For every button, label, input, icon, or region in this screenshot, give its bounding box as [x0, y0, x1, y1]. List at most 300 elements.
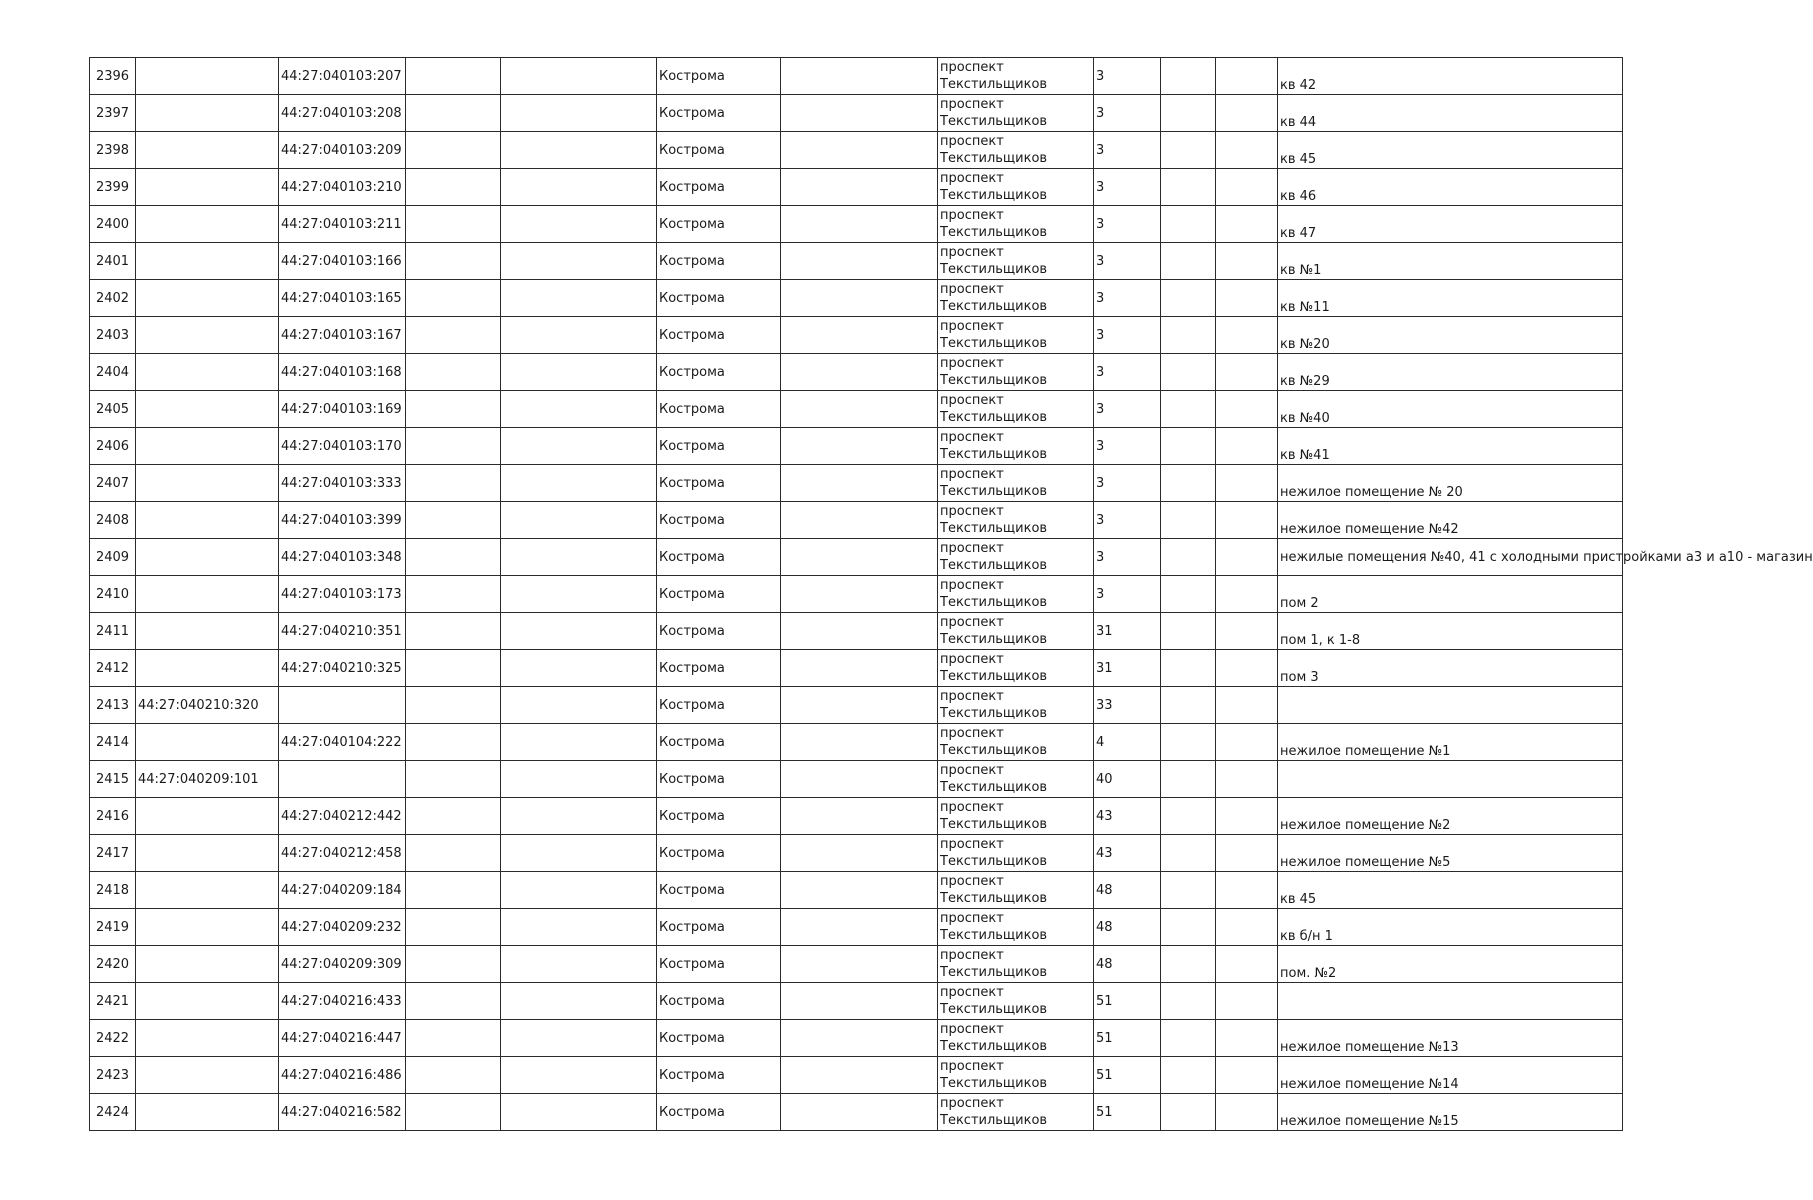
cadastral-number-cell	[136, 280, 279, 317]
row-number-cell: 2424	[90, 1094, 136, 1131]
cadastral-number-cell	[136, 1057, 279, 1094]
street-type: проспект	[940, 652, 1004, 667]
street-type: проспект	[940, 356, 1004, 371]
empty-cell	[406, 1020, 501, 1057]
premises-note-cell: нежилое помещение №1	[1278, 724, 1623, 761]
empty-cell	[1216, 983, 1278, 1020]
street-cell	[938, 835, 1094, 872]
street-type: проспект	[940, 578, 1004, 593]
street-type: проспект	[940, 171, 1004, 186]
empty-cell	[406, 946, 501, 983]
cadastral-number-room-cell: 44:27:040103:208	[279, 95, 406, 132]
cadastral-number-room-cell: 44:27:040210:325	[279, 650, 406, 687]
street-type: проспект	[940, 245, 1004, 260]
house-number-cell: 3	[1094, 169, 1161, 206]
house-number-cell: 3	[1094, 576, 1161, 613]
city-cell: Кострома	[657, 872, 781, 909]
city-cell: Кострома	[657, 687, 781, 724]
premises-note-cell: пом 3	[1278, 650, 1623, 687]
cadastral-number-room-cell: 44:27:040104:222	[279, 724, 406, 761]
empty-cell	[1161, 206, 1216, 243]
cadastral-number-cell	[136, 243, 279, 280]
premises-note-cell: кв №29	[1278, 354, 1623, 391]
street-cell	[938, 946, 1094, 983]
empty-cell	[501, 909, 657, 946]
cadastral-number-cell	[136, 95, 279, 132]
street-type: проспект	[940, 319, 1004, 334]
premises-note-cell: нежилое помещение №5	[1278, 835, 1623, 872]
empty-cell	[1216, 613, 1278, 650]
street-name: Текстильщиков	[940, 225, 1048, 240]
row-number-cell: 2417	[90, 835, 136, 872]
city-cell: Кострома	[657, 354, 781, 391]
street-name: Текстильщиков	[940, 1002, 1048, 1017]
empty-cell	[1161, 391, 1216, 428]
street-type: проспект	[940, 134, 1004, 149]
table-row	[90, 502, 1623, 539]
street-name: Текстильщиков	[940, 706, 1048, 721]
table-row	[90, 354, 1623, 391]
cadastral-number-room-cell: 44:27:040103:166	[279, 243, 406, 280]
empty-cell	[501, 465, 657, 502]
empty-cell	[501, 650, 657, 687]
empty-cell	[1216, 280, 1278, 317]
city-cell: Кострома	[657, 317, 781, 354]
empty-cell	[406, 354, 501, 391]
empty-cell	[501, 502, 657, 539]
row-number-cell: 2407	[90, 465, 136, 502]
table-row	[90, 687, 1623, 724]
empty-cell	[1216, 1057, 1278, 1094]
empty-cell	[1216, 243, 1278, 280]
street-cell	[938, 428, 1094, 465]
premises-note-cell: кв №11	[1278, 280, 1623, 317]
street-cell	[938, 502, 1094, 539]
cadastral-number-cell	[136, 169, 279, 206]
empty-cell	[781, 1094, 938, 1131]
street-type: проспект	[940, 467, 1004, 482]
empty-cell	[781, 1057, 938, 1094]
street-name: Текстильщиков	[940, 299, 1048, 314]
empty-cell	[406, 687, 501, 724]
city-cell: Кострома	[657, 983, 781, 1020]
empty-cell	[406, 58, 501, 95]
street-name: Текстильщиков	[940, 151, 1048, 166]
cadastral-number-cell	[136, 539, 279, 576]
cadastral-number-room-cell: 44:27:040210:351	[279, 613, 406, 650]
premises-note-cell: пом. №2	[1278, 946, 1623, 983]
house-number-cell: 40	[1094, 761, 1161, 798]
street-cell	[938, 206, 1094, 243]
street-name: Текстильщиков	[940, 114, 1048, 129]
empty-cell	[1161, 687, 1216, 724]
cadastral-number-room-cell: 44:27:040103:173	[279, 576, 406, 613]
cadastral-number-room-cell: 44:27:040103:170	[279, 428, 406, 465]
house-number-cell: 3	[1094, 95, 1161, 132]
empty-cell	[781, 428, 938, 465]
empty-cell	[406, 206, 501, 243]
empty-cell	[781, 872, 938, 909]
street-type: проспект	[940, 1059, 1004, 1074]
street-type: проспект	[940, 1022, 1004, 1037]
city-cell: Кострома	[657, 502, 781, 539]
street-name: Текстильщиков	[940, 891, 1048, 906]
empty-cell	[1216, 872, 1278, 909]
empty-cell	[1216, 502, 1278, 539]
row-number-cell: 2404	[90, 354, 136, 391]
city-cell: Кострома	[657, 909, 781, 946]
row-number-cell: 2414	[90, 724, 136, 761]
street-type: проспект	[940, 1096, 1004, 1111]
house-number-cell: 3	[1094, 391, 1161, 428]
city-cell: Кострома	[657, 465, 781, 502]
empty-cell	[406, 798, 501, 835]
table-row	[90, 317, 1623, 354]
table-row	[90, 724, 1623, 761]
street-cell	[938, 58, 1094, 95]
city-cell: Кострома	[657, 946, 781, 983]
street-cell	[938, 95, 1094, 132]
house-number-cell: 3	[1094, 243, 1161, 280]
table-row	[90, 132, 1623, 169]
cadastral-number-cell	[136, 502, 279, 539]
empty-cell	[781, 724, 938, 761]
house-number-cell: 31	[1094, 650, 1161, 687]
row-number-cell: 2396	[90, 58, 136, 95]
city-cell: Кострома	[657, 798, 781, 835]
premises-note-cell	[1278, 687, 1623, 724]
house-number-cell: 31	[1094, 613, 1161, 650]
table-row	[90, 280, 1623, 317]
street-name: Текстильщиков	[940, 336, 1048, 351]
premises-note-cell: кв №1	[1278, 243, 1623, 280]
cadastral-number-room-cell: 44:27:040209:184	[279, 872, 406, 909]
house-number-cell: 51	[1094, 1020, 1161, 1057]
empty-cell	[1161, 724, 1216, 761]
street-type: проспект	[940, 97, 1004, 112]
street-cell	[938, 169, 1094, 206]
premises-note-cell: нежилое помещение №14	[1278, 1057, 1623, 1094]
street-cell	[938, 317, 1094, 354]
street-cell	[938, 354, 1094, 391]
empty-cell	[501, 724, 657, 761]
city-cell: Кострома	[657, 280, 781, 317]
premises-note-cell: кв 42	[1278, 58, 1623, 95]
street-cell	[938, 1020, 1094, 1057]
street-type: проспект	[940, 763, 1004, 778]
cadastral-number-cell	[136, 872, 279, 909]
empty-cell	[781, 502, 938, 539]
cadastral-number-room-cell: 44:27:040103:165	[279, 280, 406, 317]
premises-note-cell: кв 47	[1278, 206, 1623, 243]
empty-cell	[1161, 95, 1216, 132]
house-number-cell: 3	[1094, 539, 1161, 576]
house-number-cell: 48	[1094, 946, 1161, 983]
street-name: Текстильщиков	[940, 1076, 1048, 1091]
empty-cell	[1216, 650, 1278, 687]
empty-cell	[781, 687, 938, 724]
street-name: Текстильщиков	[940, 262, 1048, 277]
empty-cell	[501, 206, 657, 243]
house-number-cell: 3	[1094, 354, 1161, 391]
street-cell	[938, 687, 1094, 724]
empty-cell	[501, 132, 657, 169]
street-cell	[938, 761, 1094, 798]
empty-cell	[781, 613, 938, 650]
table-row	[90, 798, 1623, 835]
empty-cell	[1161, 58, 1216, 95]
cadastral-number-room-cell: 44:27:040212:442	[279, 798, 406, 835]
city-cell: Кострома	[657, 243, 781, 280]
street-name: Текстильщиков	[940, 632, 1048, 647]
empty-cell	[1216, 428, 1278, 465]
registry-table-body	[90, 58, 1813, 1131]
street-type: проспект	[940, 911, 1004, 926]
empty-cell	[406, 761, 501, 798]
empty-cell	[501, 1020, 657, 1057]
empty-cell	[1216, 206, 1278, 243]
street-cell	[938, 724, 1094, 761]
empty-cell	[781, 95, 938, 132]
premises-note-cell: нежилые помещения №40, 41 с холодными пристройками а3 и а10 - магазин	[1278, 539, 1623, 576]
empty-cell	[1161, 576, 1216, 613]
empty-cell	[501, 428, 657, 465]
street-cell	[938, 613, 1094, 650]
empty-cell	[781, 391, 938, 428]
empty-cell	[1161, 650, 1216, 687]
empty-cell	[781, 280, 938, 317]
city-cell: Кострома	[657, 206, 781, 243]
house-number-cell: 3	[1094, 58, 1161, 95]
empty-cell	[781, 576, 938, 613]
house-number-cell: 48	[1094, 909, 1161, 946]
row-number-cell: 2405	[90, 391, 136, 428]
premises-note-cell: пом 1, к 1-8	[1278, 613, 1623, 650]
empty-cell	[1161, 983, 1216, 1020]
city-cell: Кострома	[657, 169, 781, 206]
street-cell	[938, 280, 1094, 317]
house-number-cell: 43	[1094, 835, 1161, 872]
house-number-cell: 43	[1094, 798, 1161, 835]
cadastral-number-room-cell: 44:27:040103:333	[279, 465, 406, 502]
cadastral-number-cell	[136, 576, 279, 613]
empty-cell	[406, 576, 501, 613]
empty-cell	[406, 132, 501, 169]
street-name: Текстильщиков	[940, 1113, 1048, 1128]
empty-cell	[406, 502, 501, 539]
city-cell: Кострома	[657, 132, 781, 169]
cadastral-number-room-cell: 44:27:040216:486	[279, 1057, 406, 1094]
empty-cell	[781, 206, 938, 243]
empty-cell	[1161, 428, 1216, 465]
street-name: Текстильщиков	[940, 780, 1048, 795]
city-cell: Кострома	[657, 1020, 781, 1057]
empty-cell	[1216, 391, 1278, 428]
empty-cell	[1161, 1020, 1216, 1057]
premises-note-cell: кв №41	[1278, 428, 1623, 465]
empty-cell	[1161, 798, 1216, 835]
city-cell: Кострома	[657, 428, 781, 465]
empty-cell	[781, 317, 938, 354]
empty-cell	[1161, 243, 1216, 280]
cadastral-number-room-cell: 44:27:040209:309	[279, 946, 406, 983]
street-type: проспект	[940, 208, 1004, 223]
table-row	[90, 58, 1623, 95]
empty-cell	[1216, 95, 1278, 132]
street-name: Текстильщиков	[940, 669, 1048, 684]
empty-cell	[501, 687, 657, 724]
cadastral-number-room-cell: 44:27:040103:169	[279, 391, 406, 428]
street-name: Текстильщиков	[940, 447, 1048, 462]
empty-cell	[501, 58, 657, 95]
empty-cell	[501, 983, 657, 1020]
empty-cell	[406, 650, 501, 687]
cadastral-number-room-cell: 44:27:040212:458	[279, 835, 406, 872]
premises-note-cell: нежилое помещение №13	[1278, 1020, 1623, 1057]
premises-note-cell: пом 2	[1278, 576, 1623, 613]
street-cell	[938, 539, 1094, 576]
row-number-cell: 2406	[90, 428, 136, 465]
premises-note-cell: нежилое помещение №42	[1278, 502, 1623, 539]
premises-note-cell: кв 45	[1278, 132, 1623, 169]
empty-cell	[1216, 132, 1278, 169]
street-name: Текстильщиков	[940, 743, 1048, 758]
empty-cell	[781, 983, 938, 1020]
empty-cell	[1161, 1094, 1216, 1131]
premises-note-cell: кв 46	[1278, 169, 1623, 206]
city-cell: Кострома	[657, 1057, 781, 1094]
empty-cell	[1161, 872, 1216, 909]
street-type: проспект	[940, 504, 1004, 519]
empty-cell	[1216, 465, 1278, 502]
empty-cell	[406, 169, 501, 206]
empty-cell	[1216, 169, 1278, 206]
premises-note-cell	[1278, 983, 1623, 1020]
street-name: Текстильщиков	[940, 817, 1048, 832]
table-row	[90, 650, 1623, 687]
cadastral-number-cell	[136, 650, 279, 687]
street-cell	[938, 909, 1094, 946]
cadastral-number-cell	[136, 132, 279, 169]
empty-cell	[781, 1020, 938, 1057]
house-number-cell: 4	[1094, 724, 1161, 761]
street-cell	[938, 1057, 1094, 1094]
house-number-cell: 3	[1094, 317, 1161, 354]
table-row	[90, 576, 1623, 613]
street-cell	[938, 872, 1094, 909]
city-cell: Кострома	[657, 1094, 781, 1131]
empty-cell	[781, 354, 938, 391]
premises-note-cell: кв №20	[1278, 317, 1623, 354]
street-type: проспект	[940, 60, 1004, 75]
empty-cell	[406, 983, 501, 1020]
empty-cell	[1161, 1057, 1216, 1094]
house-number-cell: 48	[1094, 872, 1161, 909]
empty-cell	[1161, 909, 1216, 946]
city-cell: Кострома	[657, 95, 781, 132]
empty-cell	[1161, 613, 1216, 650]
table-row	[90, 206, 1623, 243]
row-number-cell: 2421	[90, 983, 136, 1020]
row-number-cell: 2410	[90, 576, 136, 613]
street-cell	[938, 576, 1094, 613]
empty-cell	[1161, 761, 1216, 798]
empty-cell	[781, 909, 938, 946]
empty-cell	[406, 835, 501, 872]
premises-note-cell: кв 44	[1278, 95, 1623, 132]
row-number-cell: 2413	[90, 687, 136, 724]
row-number-cell: 2402	[90, 280, 136, 317]
house-number-cell: 3	[1094, 465, 1161, 502]
empty-cell	[781, 539, 938, 576]
house-number-cell: 51	[1094, 983, 1161, 1020]
street-type: проспект	[940, 837, 1004, 852]
house-number-cell: 3	[1094, 206, 1161, 243]
empty-cell	[406, 1057, 501, 1094]
city-cell: Кострома	[657, 650, 781, 687]
empty-cell	[406, 243, 501, 280]
premises-note-cell	[1278, 761, 1623, 798]
street-cell	[938, 983, 1094, 1020]
table-row	[90, 1057, 1623, 1094]
empty-cell	[406, 872, 501, 909]
street-type: проспект	[940, 615, 1004, 630]
empty-cell	[781, 650, 938, 687]
empty-cell	[406, 391, 501, 428]
empty-cell	[1216, 946, 1278, 983]
street-type: проспект	[940, 430, 1004, 445]
empty-cell	[781, 169, 938, 206]
premises-note-cell: нежилое помещение №15	[1278, 1094, 1623, 1131]
cadastral-number-cell	[136, 798, 279, 835]
house-number-cell: 3	[1094, 280, 1161, 317]
empty-cell	[1161, 132, 1216, 169]
street-type: проспект	[940, 282, 1004, 297]
row-number-cell: 2400	[90, 206, 136, 243]
empty-cell	[406, 613, 501, 650]
empty-cell	[1161, 317, 1216, 354]
empty-cell	[501, 835, 657, 872]
street-cell	[938, 243, 1094, 280]
empty-cell	[501, 872, 657, 909]
empty-cell	[781, 465, 938, 502]
empty-cell	[501, 317, 657, 354]
empty-cell	[406, 428, 501, 465]
city-cell: Кострома	[657, 391, 781, 428]
cadastral-number-cell: 44:27:040210:320	[136, 687, 279, 724]
street-type: проспект	[940, 985, 1004, 1000]
empty-cell	[1216, 317, 1278, 354]
cadastral-number-room-cell: 44:27:040103:209	[279, 132, 406, 169]
empty-cell	[781, 243, 938, 280]
house-number-cell: 3	[1094, 428, 1161, 465]
empty-cell	[781, 132, 938, 169]
premises-note-cell: кв №40	[1278, 391, 1623, 428]
house-number-cell: 51	[1094, 1057, 1161, 1094]
row-number-cell: 2422	[90, 1020, 136, 1057]
street-cell	[938, 798, 1094, 835]
empty-cell	[501, 761, 657, 798]
row-number-cell: 2403	[90, 317, 136, 354]
empty-cell	[501, 354, 657, 391]
empty-cell	[501, 243, 657, 280]
premises-note-cell: кв 45	[1278, 872, 1623, 909]
cadastral-number-room-cell: 44:27:040103:168	[279, 354, 406, 391]
empty-cell	[501, 391, 657, 428]
empty-cell	[1216, 687, 1278, 724]
street-cell	[938, 1094, 1094, 1131]
cadastral-number-cell	[136, 983, 279, 1020]
